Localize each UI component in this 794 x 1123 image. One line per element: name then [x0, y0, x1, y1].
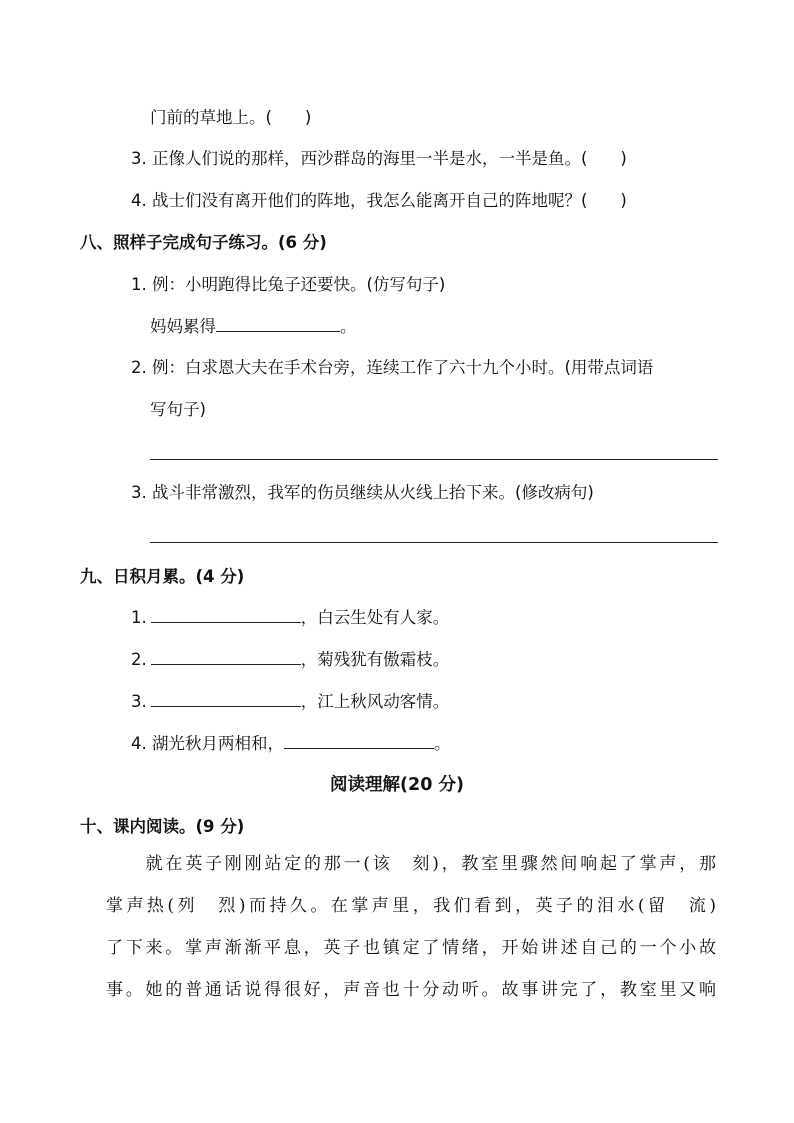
q7-item3: 3. 正像人们说的那样，西沙群岛的海里一半是水，一半是鱼。( ): [131, 149, 627, 168]
q8-item1-prefix: 妈妈累得: [150, 317, 216, 336]
q9-item2-text: ，菊残犹有傲霜枝。: [300, 650, 450, 669]
q9-heading: 九、日积月累。(4 分): [80, 567, 245, 586]
q9-item3: [131, 690, 449, 714]
q9-item1-text: ，白云生处有人家。: [300, 608, 450, 627]
q9-item3-text: ，江上秋风动客情。: [300, 692, 450, 711]
q9-item2-num: 2.: [131, 650, 147, 669]
q9-item4-suffix: 。: [434, 734, 451, 753]
passage-line: 事。她的普通话说得很好，声音也十分动听。故事讲完了，教室里又响: [106, 980, 716, 1000]
q8-item2-line2: 写句子): [150, 400, 206, 419]
passage-line: 就在英子刚刚站定的那一(该 刻)，教室里骤然间响起了掌声，那: [106, 854, 716, 874]
q8-item3: 3. 战斗非常激烈，我军的伤员继续从火线上抬下来。(修改病句): [131, 483, 594, 502]
q8-item2-answer-line[interactable]: [150, 459, 718, 460]
q9-item4: [131, 732, 451, 756]
q8-item2-line1: 2. 例：白求恩大夫在手术台旁，连续工作了六十九个小时。(用带点词语: [131, 358, 654, 377]
q9-item1: [131, 606, 449, 630]
q8-item1-blank[interactable]: [216, 315, 340, 332]
q9-item3-num: 3.: [131, 692, 147, 711]
q9-item3-blank[interactable]: [151, 690, 301, 707]
q10-heading: 十、课内阅读。(9 分): [80, 817, 245, 836]
q7-item4: 4. 战士们没有离开他们的阵地，我怎么能离开自己的阵地呢？( ): [131, 191, 627, 210]
q9-item2-blank[interactable]: [151, 648, 301, 665]
q8-item3-answer-line[interactable]: [150, 542, 718, 543]
q9-item1-blank[interactable]: [151, 606, 301, 623]
q8-item1: 1. 例：小明跑得比兔子还要快。(仿写句子): [131, 275, 446, 294]
q8-item1-suffix: 。: [340, 317, 357, 336]
q8-heading: 八、照样子完成句子练习。(6 分): [80, 233, 327, 252]
q7-item2-continuation: 门前的草地上。( ): [150, 108, 312, 127]
q9-item1-num: 1.: [131, 608, 147, 627]
reading-passage: [106, 843, 716, 1011]
q8-item1-answer: [150, 315, 357, 339]
q9-item2: [131, 648, 449, 672]
reading-section-title: 阅读理解(20 分): [330, 775, 464, 795]
passage-line: 了下来。掌声渐渐平息，英子也镇定了情绪，开始讲述自己的一个小故: [106, 938, 716, 958]
q9-item4-prefix: 4. 湖光秋月两相和，: [131, 734, 284, 753]
passage-line: 掌声热(列 烈)而持久。在掌声里，我们看到，英子的泪水(留 流): [106, 896, 716, 916]
q9-item4-blank[interactable]: [284, 732, 434, 749]
